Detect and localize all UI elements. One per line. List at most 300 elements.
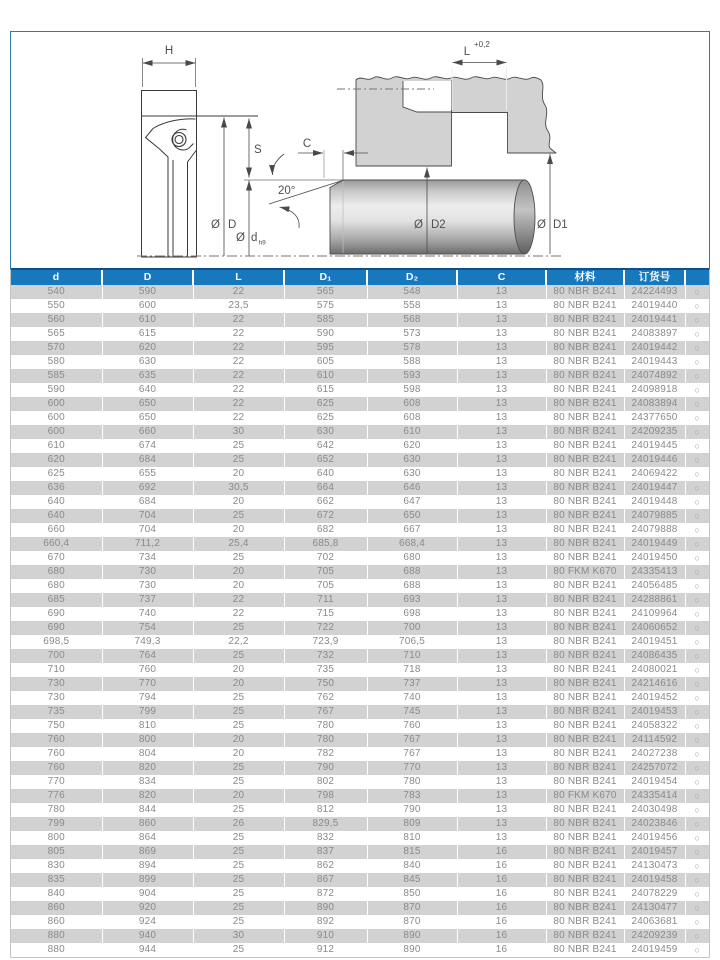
cell-D2: 890 — [367, 943, 457, 957]
cell-D: 820 — [102, 761, 193, 775]
availability-icon: ○ — [685, 551, 709, 565]
cell-d: 550 — [47, 300, 65, 311]
cell-D: 920 — [102, 901, 193, 915]
cell-material: 80 NBR B241 — [546, 873, 624, 887]
cell-d: 690 — [47, 608, 65, 619]
cell-D: 730 — [102, 565, 193, 579]
table-row — [11, 845, 709, 859]
cell-D2: 630 — [367, 467, 457, 481]
availability-icon: ○ — [685, 341, 709, 355]
cell-C: 13 — [457, 733, 546, 747]
cell-L: 25 — [193, 915, 284, 929]
cell-material: 80 NBR B241 — [546, 495, 624, 509]
cell-order-no: 24019446 — [624, 453, 685, 467]
cell-order-no: 24288861 — [624, 593, 685, 607]
cell-D1: 832 — [284, 831, 367, 845]
availability-icon: ○ — [685, 495, 709, 509]
cell-material: 80 NBR B241 — [546, 607, 624, 621]
cell-D: 711,2 — [102, 537, 193, 551]
cell-D1: 780 — [284, 719, 367, 733]
cell-material: 80 NBR B241 — [546, 747, 624, 761]
availability-icon: ○ — [685, 635, 709, 649]
table-row — [11, 663, 709, 677]
availability-icon: ○ — [685, 621, 709, 635]
availability-icon: ○ — [685, 383, 709, 397]
cell-D1: 782 — [284, 747, 367, 761]
cell-material: 80 NBR B241 — [546, 691, 624, 705]
table-row — [11, 649, 709, 663]
cell-L: 25 — [193, 551, 284, 565]
cell-d: 680 — [47, 580, 65, 591]
cell-D: 820 — [102, 789, 193, 803]
availability-icon: ○ — [685, 831, 709, 845]
cell-C: 13 — [457, 593, 546, 607]
availability-icon: ○ — [685, 761, 709, 775]
cell-D: 749,3 — [102, 635, 193, 649]
cell-D1: 565 — [284, 285, 367, 299]
cell-D1: 867 — [284, 873, 367, 887]
cell-order-no: 24114592 — [624, 733, 685, 747]
cell-D1: 685,8 — [284, 537, 367, 551]
cell-order-no: 24019440 — [624, 299, 685, 313]
table-row — [11, 803, 709, 817]
cell-L: 25 — [193, 719, 284, 733]
cell-D: 704 — [102, 509, 193, 523]
col-header-L: L — [193, 270, 284, 285]
cell-D1: 664 — [284, 481, 367, 495]
availability-icon: ○ — [685, 355, 709, 369]
table-row — [11, 453, 709, 467]
cell-d: 835 — [47, 874, 65, 885]
cell-D2: 780 — [367, 775, 457, 789]
cell-L: 22 — [193, 607, 284, 621]
cell-material: 80 NBR B241 — [546, 453, 624, 467]
cell-order-no: 24030498 — [624, 803, 685, 817]
cell-L: 25 — [193, 453, 284, 467]
cell-D2: 568 — [367, 313, 457, 327]
table-row — [11, 467, 709, 481]
cell-D1: 767 — [284, 705, 367, 719]
cell-D1: 723,9 — [284, 635, 367, 649]
cell-D: 800 — [102, 733, 193, 747]
cell-material: 80 NBR B241 — [546, 285, 624, 299]
table-row — [11, 789, 709, 803]
availability-icon: ○ — [685, 649, 709, 663]
cell-D: 770 — [102, 677, 193, 691]
size-table — [11, 270, 709, 957]
cell-D1: 812 — [284, 803, 367, 817]
cell-D2: 680 — [367, 551, 457, 565]
cell-D1: 802 — [284, 775, 367, 789]
cell-order-no: 24335413 — [624, 565, 685, 579]
cell-order-no: 24080021 — [624, 663, 685, 677]
cell-D1: 615 — [284, 383, 367, 397]
cell-D: 940 — [102, 929, 193, 943]
cell-C: 13 — [457, 467, 546, 481]
table-row — [11, 719, 709, 733]
availability-icon: ○ — [685, 775, 709, 789]
cell-D2: 790 — [367, 803, 457, 817]
cell-D2: 870 — [367, 915, 457, 929]
cell-d: 730 — [47, 678, 65, 689]
availability-icon: ○ — [685, 663, 709, 677]
table-row — [11, 411, 709, 425]
cell-L: 22 — [193, 383, 284, 397]
cell-D2: 745 — [367, 705, 457, 719]
cell-D2: 710 — [367, 649, 457, 663]
technical-drawing-panel — [10, 31, 710, 269]
cell-C: 13 — [457, 453, 546, 467]
cell-D: 684 — [102, 495, 193, 509]
cell-d: 776 — [47, 790, 65, 801]
cell-material: 80 NBR B241 — [546, 411, 624, 425]
cell-D2: 815 — [367, 845, 457, 859]
cell-C: 13 — [457, 691, 546, 705]
cell-order-no: 24019451 — [624, 635, 685, 649]
cell-D1: 630 — [284, 425, 367, 439]
availability-icon: ○ — [685, 537, 709, 551]
cell-L: 25 — [193, 775, 284, 789]
cell-d: 560 — [47, 314, 65, 325]
table-row — [11, 509, 709, 523]
col-header-D1: D₁ — [284, 270, 367, 285]
cell-L: 22 — [193, 355, 284, 369]
cell-order-no: 24078229 — [624, 887, 685, 901]
cell-C: 13 — [457, 649, 546, 663]
availability-icon: ○ — [685, 817, 709, 831]
cell-material: 80 NBR B241 — [546, 369, 624, 383]
cell-material: 80 NBR B241 — [546, 327, 624, 341]
cell-D2: 783 — [367, 789, 457, 803]
cell-C: 13 — [457, 411, 546, 425]
availability-icon: ○ — [685, 803, 709, 817]
availability-icon: ○ — [685, 481, 709, 495]
cell-D2: 548 — [367, 285, 457, 299]
cell-order-no: 24130477 — [624, 901, 685, 915]
cell-C: 16 — [457, 901, 546, 915]
cell-order-no: 24377650 — [624, 411, 685, 425]
cell-D2: 890 — [367, 929, 457, 943]
cell-D1: 890 — [284, 901, 367, 915]
table-row — [11, 831, 709, 845]
cell-D1: 735 — [284, 663, 367, 677]
availability-icon: ○ — [685, 929, 709, 943]
cell-D2: 700 — [367, 621, 457, 635]
cell-C: 16 — [457, 943, 546, 957]
cell-D1: 715 — [284, 607, 367, 621]
cell-D2: 810 — [367, 831, 457, 845]
cell-material: 80 NBR B241 — [546, 649, 624, 663]
availability-icon: ○ — [685, 845, 709, 859]
cell-C: 13 — [457, 369, 546, 383]
cell-D2: 693 — [367, 593, 457, 607]
table-row — [11, 887, 709, 901]
cell-C: 13 — [457, 509, 546, 523]
table-row — [11, 915, 709, 929]
cell-D1: 652 — [284, 453, 367, 467]
cell-material: 80 NBR B241 — [546, 509, 624, 523]
availability-icon: ○ — [685, 733, 709, 747]
cell-L: 25 — [193, 803, 284, 817]
dim-label-dia-D-prefix: Ø — [211, 219, 220, 231]
cell-L: 30 — [193, 425, 284, 439]
cell-D: 737 — [102, 593, 193, 607]
cell-L: 25 — [193, 439, 284, 453]
cell-D1: 642 — [284, 439, 367, 453]
cell-D: 924 — [102, 915, 193, 929]
cell-C: 13 — [457, 481, 546, 495]
cell-D2: 718 — [367, 663, 457, 677]
cell-order-no: 24209235 — [624, 425, 685, 439]
cell-D1: 590 — [284, 327, 367, 341]
cell-D2: 610 — [367, 425, 457, 439]
cell-C: 13 — [457, 383, 546, 397]
cell-D2: 706,5 — [367, 635, 457, 649]
cell-L: 25 — [193, 509, 284, 523]
col-header-order-no: 订货号 — [624, 270, 685, 285]
cell-d: 860 — [47, 902, 65, 913]
cell-C: 13 — [457, 551, 546, 565]
cell-material: 80 NBR B241 — [546, 537, 624, 551]
cell-C: 13 — [457, 537, 546, 551]
cell-d: 585 — [47, 370, 65, 381]
cell-D1: 910 — [284, 929, 367, 943]
table-row — [11, 607, 709, 621]
cell-material: 80 NBR B241 — [546, 523, 624, 537]
cell-D2: 647 — [367, 495, 457, 509]
cell-d: 580 — [47, 356, 65, 367]
cell-order-no: 24019452 — [624, 691, 685, 705]
cell-order-no: 24098918 — [624, 383, 685, 397]
availability-icon: ○ — [685, 873, 709, 887]
availability-icon: ○ — [685, 565, 709, 579]
cell-D2: 840 — [367, 859, 457, 873]
cell-D: 684 — [102, 453, 193, 467]
cell-material: 80 NBR B241 — [546, 579, 624, 593]
cell-L: 22 — [193, 397, 284, 411]
cell-C: 13 — [457, 747, 546, 761]
cell-L: 25,4 — [193, 537, 284, 551]
cell-D: 630 — [102, 355, 193, 369]
cell-d: 600 — [47, 412, 65, 423]
cell-C: 13 — [457, 579, 546, 593]
table-row — [11, 341, 709, 355]
cell-order-no: 24083897 — [624, 327, 685, 341]
table-row — [11, 285, 709, 299]
cell-order-no: 24224493 — [624, 285, 685, 299]
cell-D: 864 — [102, 831, 193, 845]
cell-C: 13 — [457, 677, 546, 691]
cell-d: 636 — [47, 482, 65, 493]
cell-C: 13 — [457, 775, 546, 789]
cell-d: 690 — [47, 622, 65, 633]
availability-icon: ○ — [685, 425, 709, 439]
cell-order-no: 24257072 — [624, 761, 685, 775]
cell-D2: 650 — [367, 509, 457, 523]
cell-D1: 837 — [284, 845, 367, 859]
table-row — [11, 369, 709, 383]
table-row — [11, 859, 709, 873]
cell-D2: 760 — [367, 719, 457, 733]
table-row — [11, 733, 709, 747]
cell-D1: 605 — [284, 355, 367, 369]
cell-D: 810 — [102, 719, 193, 733]
cell-D: 734 — [102, 551, 193, 565]
cell-order-no: 24079888 — [624, 523, 685, 537]
cell-D1: 722 — [284, 621, 367, 635]
cell-D1: 595 — [284, 341, 367, 355]
dim-label-h: H — [164, 45, 174, 57]
col-header-D: D — [102, 270, 193, 285]
cell-d: 698,5 — [43, 636, 70, 647]
cell-C: 13 — [457, 761, 546, 775]
cell-d: 600 — [47, 398, 65, 409]
cell-D1: 702 — [284, 551, 367, 565]
cell-d: 540 — [47, 286, 65, 297]
cell-material: 80 NBR B241 — [546, 887, 624, 901]
cell-D1: 662 — [284, 495, 367, 509]
table-row — [11, 495, 709, 509]
cell-material: 80 NBR B241 — [546, 425, 624, 439]
cell-d: 860 — [47, 916, 65, 927]
table-row — [11, 635, 709, 649]
cell-D: 844 — [102, 803, 193, 817]
cell-order-no: 24019458 — [624, 873, 685, 887]
availability-icon: ○ — [685, 943, 709, 957]
cell-D: 650 — [102, 397, 193, 411]
cell-D: 804 — [102, 747, 193, 761]
cell-C: 13 — [457, 663, 546, 677]
cell-C: 13 — [457, 635, 546, 649]
cell-D: 740 — [102, 607, 193, 621]
cell-L: 20 — [193, 789, 284, 803]
cell-L: 20 — [193, 663, 284, 677]
cell-order-no: 24060652 — [624, 621, 685, 635]
dim-label-dia-D1: D1 — [553, 219, 568, 231]
housing-notch — [403, 81, 451, 112]
cell-L: 22 — [193, 593, 284, 607]
cell-d: 760 — [47, 734, 65, 745]
table-row — [11, 565, 709, 579]
cell-order-no: 24063681 — [624, 915, 685, 929]
cell-L: 20 — [193, 495, 284, 509]
cell-C: 16 — [457, 887, 546, 901]
cell-D2: 620 — [367, 439, 457, 453]
cell-D: 834 — [102, 775, 193, 789]
cell-C: 13 — [457, 327, 546, 341]
cell-D2: 737 — [367, 677, 457, 691]
col-header-C: C — [457, 270, 546, 285]
cell-L: 25 — [193, 649, 284, 663]
cell-D1: 912 — [284, 943, 367, 957]
dim-label-s: S — [254, 144, 262, 156]
cell-d: 625 — [47, 468, 65, 479]
table-row — [11, 705, 709, 719]
cell-material: 80 NBR B241 — [546, 817, 624, 831]
cell-order-no: 24058322 — [624, 719, 685, 733]
cell-order-no: 24019447 — [624, 481, 685, 495]
cell-C: 13 — [457, 425, 546, 439]
cell-order-no: 24069422 — [624, 467, 685, 481]
availability-icon: ○ — [685, 747, 709, 761]
shaft-section — [330, 180, 535, 254]
table-row — [11, 425, 709, 439]
cell-order-no: 24209239 — [624, 929, 685, 943]
availability-icon: ○ — [685, 789, 709, 803]
cell-L: 20 — [193, 565, 284, 579]
cell-L: 25 — [193, 887, 284, 901]
cell-order-no: 24109964 — [624, 607, 685, 621]
cell-d: 590 — [47, 384, 65, 395]
cell-C: 13 — [457, 523, 546, 537]
table-row — [11, 817, 709, 831]
table-row — [11, 579, 709, 593]
table-row — [11, 677, 709, 691]
availability-icon: ○ — [685, 887, 709, 901]
cell-material: 80 NBR B241 — [546, 635, 624, 649]
cell-D2: 558 — [367, 299, 457, 313]
dim-label-c: C — [302, 138, 312, 150]
shaft-end-cap — [514, 180, 535, 254]
cell-D: 904 — [102, 887, 193, 901]
availability-icon: ○ — [685, 327, 709, 341]
cell-D2: 573 — [367, 327, 457, 341]
cell-material: 80 NBR B241 — [546, 859, 624, 873]
cell-L: 20 — [193, 579, 284, 593]
table-row — [11, 621, 709, 635]
cell-D2: 630 — [367, 453, 457, 467]
cell-material: 80 NBR B241 — [546, 313, 624, 327]
cell-order-no: 24019448 — [624, 495, 685, 509]
cell-C: 13 — [457, 439, 546, 453]
cell-L: 22 — [193, 411, 284, 425]
cell-D: 692 — [102, 481, 193, 495]
cell-D2: 698 — [367, 607, 457, 621]
cell-C: 13 — [457, 341, 546, 355]
cell-D2: 593 — [367, 369, 457, 383]
cell-D2: 770 — [367, 761, 457, 775]
dim-label-dia-d-prefix: Ø — [236, 232, 245, 244]
cell-D2: 850 — [367, 887, 457, 901]
cell-C: 13 — [457, 495, 546, 509]
availability-icon: ○ — [685, 397, 709, 411]
cell-D1: 762 — [284, 691, 367, 705]
dim-label-l: L — [463, 46, 471, 58]
cell-C: 13 — [457, 817, 546, 831]
cell-material: 80 NBR B241 — [546, 943, 624, 957]
cell-material: 80 NBR B241 — [546, 803, 624, 817]
technical-drawing — [11, 32, 709, 269]
cell-order-no: 24019459 — [624, 943, 685, 957]
cell-order-no: 24056485 — [624, 579, 685, 593]
availability-icon: ○ — [685, 369, 709, 383]
cell-D: 615 — [102, 327, 193, 341]
col-header-d: d — [52, 271, 60, 283]
cell-d: 730 — [47, 692, 65, 703]
cell-D: 794 — [102, 691, 193, 705]
cell-D2: 767 — [367, 747, 457, 761]
cell-D2: 667 — [367, 523, 457, 537]
cell-d: 565 — [47, 328, 65, 339]
col-header-material: 材料 — [546, 270, 624, 285]
cell-L: 25 — [193, 943, 284, 957]
availability-icon: ○ — [685, 705, 709, 719]
cell-material: 80 NBR B241 — [546, 929, 624, 943]
cell-D2: 870 — [367, 901, 457, 915]
cell-L: 30,5 — [193, 481, 284, 495]
availability-icon: ○ — [685, 915, 709, 929]
table-row — [11, 299, 709, 313]
